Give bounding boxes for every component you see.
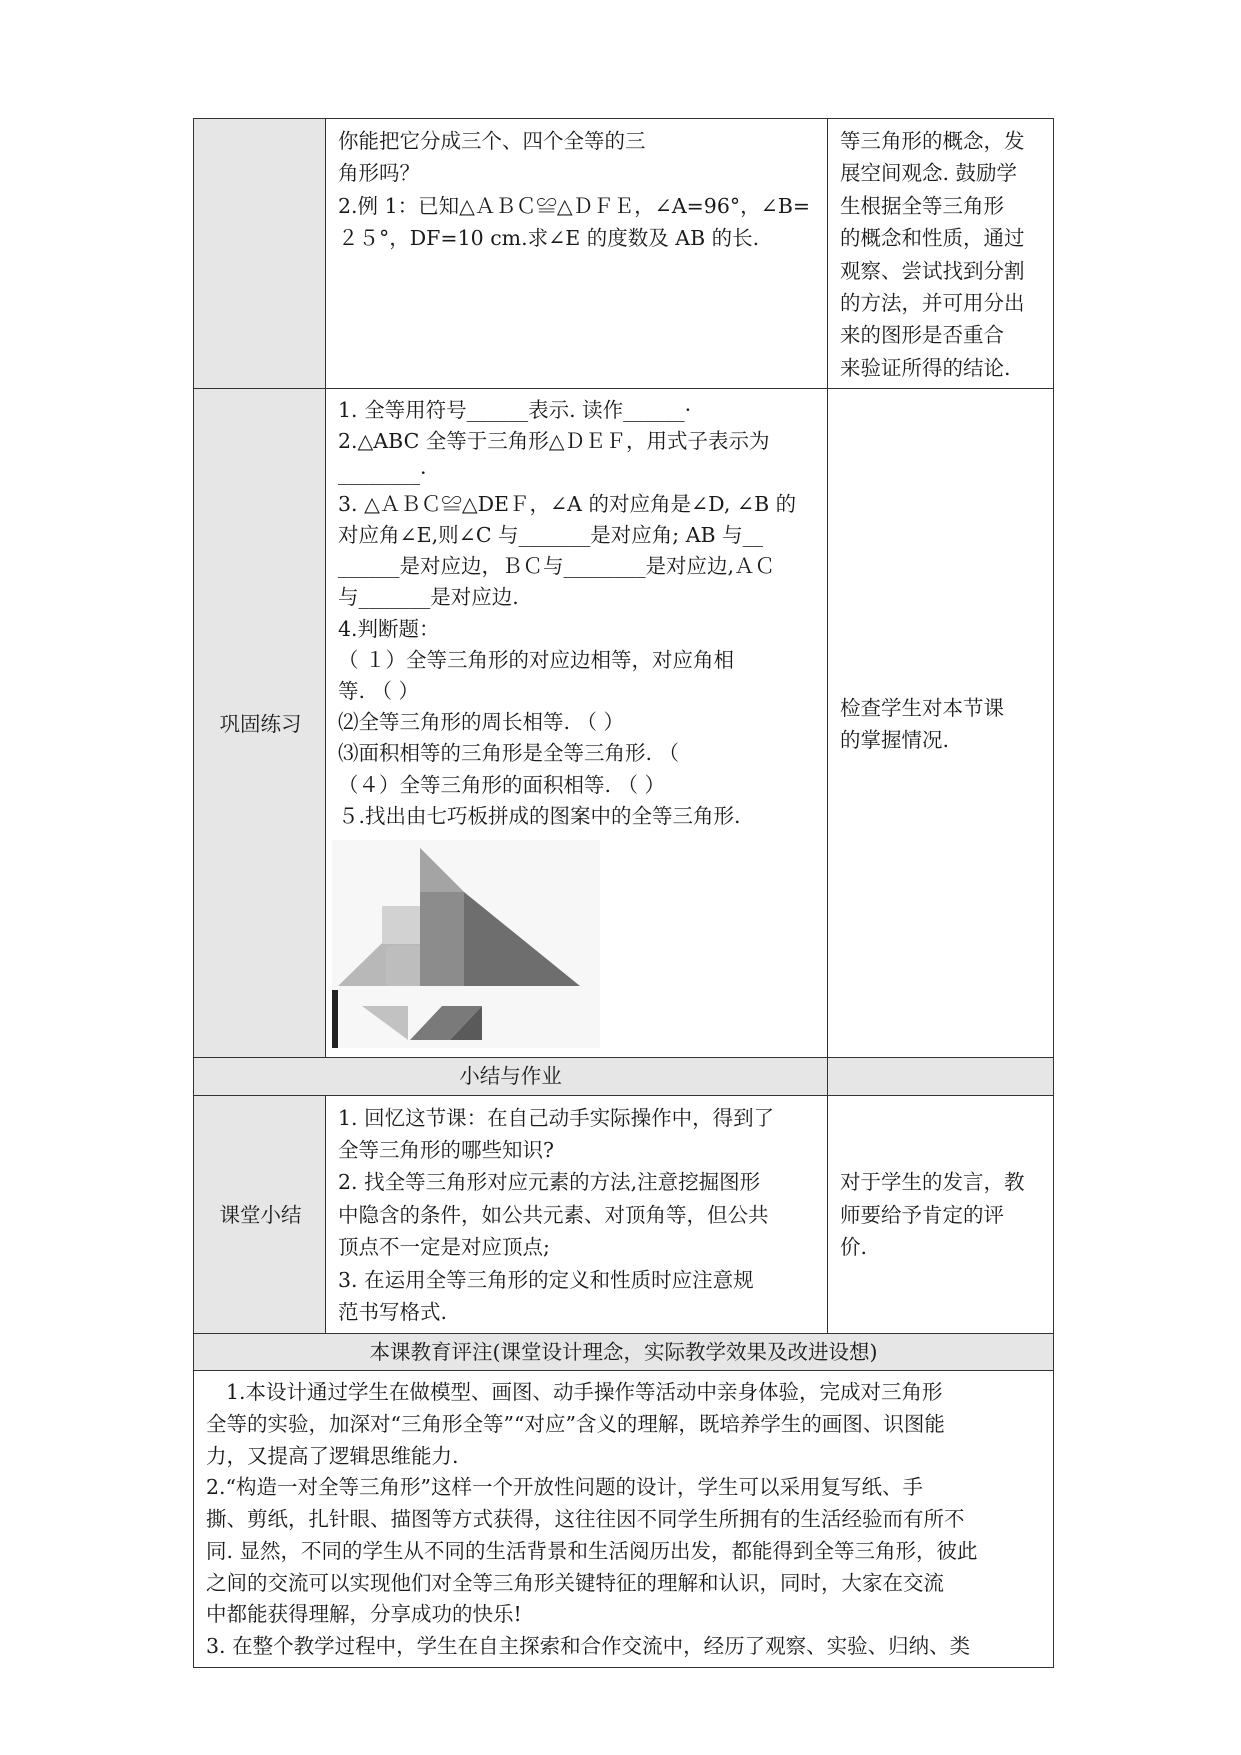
summary-line: 1. 回忆这节课：在自己动手实际操作中，得到了 <box>338 1105 775 1130</box>
practice-line: （４）全等三角形的面积相等. （ ） <box>338 772 666 797</box>
practice-line: ５.找出由七巧板拼成的图案中的全等三角形. <box>338 803 741 828</box>
comment-line: 展空间观念. 鼓励学 <box>840 161 1018 186</box>
row-reflection <box>194 1370 1054 1667</box>
reflection-line: 2.“构造一对全等三角形”这样一个开放性问题的设计，学生可以采用复写纸、手 <box>206 1475 924 1500</box>
practice-line: ________· <box>338 460 427 485</box>
row-practice <box>194 389 1054 1058</box>
practice-line: 4.判断题： <box>338 616 440 641</box>
tangram-square-inner <box>386 946 420 986</box>
practice-content <box>326 389 828 1058</box>
content-line: 角形吗？ <box>338 161 420 186</box>
tangram-figure <box>332 840 600 1048</box>
summary-header: 小结与作业 <box>194 1058 828 1095</box>
tangram-square <box>382 906 420 944</box>
practice-line: 与_______是对应边. <box>338 585 519 610</box>
content-line: 你能把它分成三个、四个全等的三 <box>338 129 646 153</box>
reflection-line: 1.本设计通过学生在做模型、画图、动手操作等活动中亲身体验，完成对三角形 <box>226 1379 943 1404</box>
reflection-line: 中都能获得理解，分享成功的快乐! <box>206 1602 522 1627</box>
row-example-label-cell <box>194 119 326 389</box>
comment-line: 对于学生的发言，教 <box>840 1170 1025 1195</box>
row-summary <box>194 1095 1054 1333</box>
reflection-line: 同. 显然，不同的学生从不同的生活背景和生活阅历出发，都能得到全等三角形，彼此 <box>206 1538 978 1563</box>
reflection-line: 全等的实验，加深对“三角形全等”“对应”含义的理解，既培养学生的画图、识图能 <box>206 1411 945 1436</box>
comment-line: 来的图形是否重合 <box>840 323 1004 348</box>
lesson-plan-table <box>193 118 1054 1668</box>
reflection-line: 之间的交流可以实现他们对全等三角形关键特征的理解和认识，同时，大家在交流 <box>206 1570 944 1595</box>
practice-line: ⑶面积相等的三角形是全等三角形. （ <box>338 741 680 766</box>
summary-header-empty <box>828 1058 1054 1095</box>
summary-line: 全等三角形的哪些知识? <box>338 1138 554 1163</box>
summary-line: 范书写格式. <box>338 1300 448 1325</box>
summary-line: 3. 在运用全等三角形的定义和性质时应注意规 <box>338 1267 754 1292</box>
reflection-content <box>194 1370 1054 1667</box>
practice-line: ⑵全等三角形的周长相等. （ ） <box>338 710 625 735</box>
row-example-comment <box>828 119 1054 389</box>
summary-line: 顶点不一定是对应顶点; <box>338 1235 550 1260</box>
comment-line: 的方法，并可用分出 <box>840 291 1025 316</box>
practice-label: 巩固练习 <box>194 389 326 1058</box>
practice-line: 对应角∠E,则∠C 与_______是对应角; AB 与__ <box>338 523 764 548</box>
summary-line: 2. 找全等三角形对应元素的方法,注意挖掘图形 <box>338 1170 761 1195</box>
summary-content <box>326 1095 828 1333</box>
comment-line: 观察、尝试找到分割 <box>840 258 1025 283</box>
practice-line: ______是对应边，ＢＣ与________是对应边,ＡＣ <box>338 554 776 579</box>
content-line: 2.例 1：已知△ＡＢＣ≌△ＤＦＥ，∠A=96°，∠B= <box>338 193 811 218</box>
reflection-line: 撕、剪纸，扎针眼、描图等方式获得，这往往因不同学生所拥有的生活经验而有所不 <box>206 1507 965 1532</box>
row-example <box>194 119 1054 389</box>
summary-line: 中隐含的条件，如公共元素、对顶角等，但公共 <box>338 1202 769 1227</box>
content-line: ２５°，DF=10 cm.求∠E 的度数及 AB 的长. <box>338 226 760 251</box>
comment-line: 的掌握情况. <box>840 728 950 753</box>
row-summary-header <box>194 1058 1054 1095</box>
practice-comment <box>828 389 1054 1058</box>
row-reflection-header <box>194 1333 1054 1370</box>
practice-line: 2.△ABC 全等于三角形△ＤＥＦ，用式子表示为 <box>338 429 770 454</box>
summary-label: 课堂小结 <box>194 1095 326 1333</box>
practice-line: 1. 全等用符号______表示. 读作______· <box>338 398 692 423</box>
row-example-content <box>326 119 828 389</box>
reflection-line: 力，又提高了逻辑思维能力. <box>206 1443 459 1468</box>
figure-left-edge <box>332 990 338 1048</box>
comment-line: 师要给予肯定的评 <box>840 1202 1004 1227</box>
reflection-header: 本课教育评注(课堂设计理念，实际教学效果及改进设想) <box>194 1333 1054 1370</box>
practice-line: 等. （ ） <box>338 679 420 704</box>
comment-line: 的概念和性质，通过 <box>840 226 1025 251</box>
comment-line: 检查学生对本节课 <box>840 695 1004 720</box>
comment-line: 价. <box>840 1235 868 1260</box>
practice-line: 3. △ＡＢＣ≌△DEＦ，∠A 的对应角是∠D, ∠B 的 <box>338 491 797 516</box>
practice-line: （ １）全等三角形的对应边相等，对应角相 <box>338 647 735 672</box>
summary-comment <box>828 1095 1054 1333</box>
comment-line: 生根据全等三角形 <box>840 193 1004 218</box>
comment-line: 来验证所得的结论. <box>840 355 1011 380</box>
comment-line: 等三角形的概念，发 <box>840 129 1025 153</box>
reflection-line: 3. 在整个教学过程中，学生在自主探索和合作交流中，经历了观察、实验、归纳、类 <box>206 1634 971 1659</box>
